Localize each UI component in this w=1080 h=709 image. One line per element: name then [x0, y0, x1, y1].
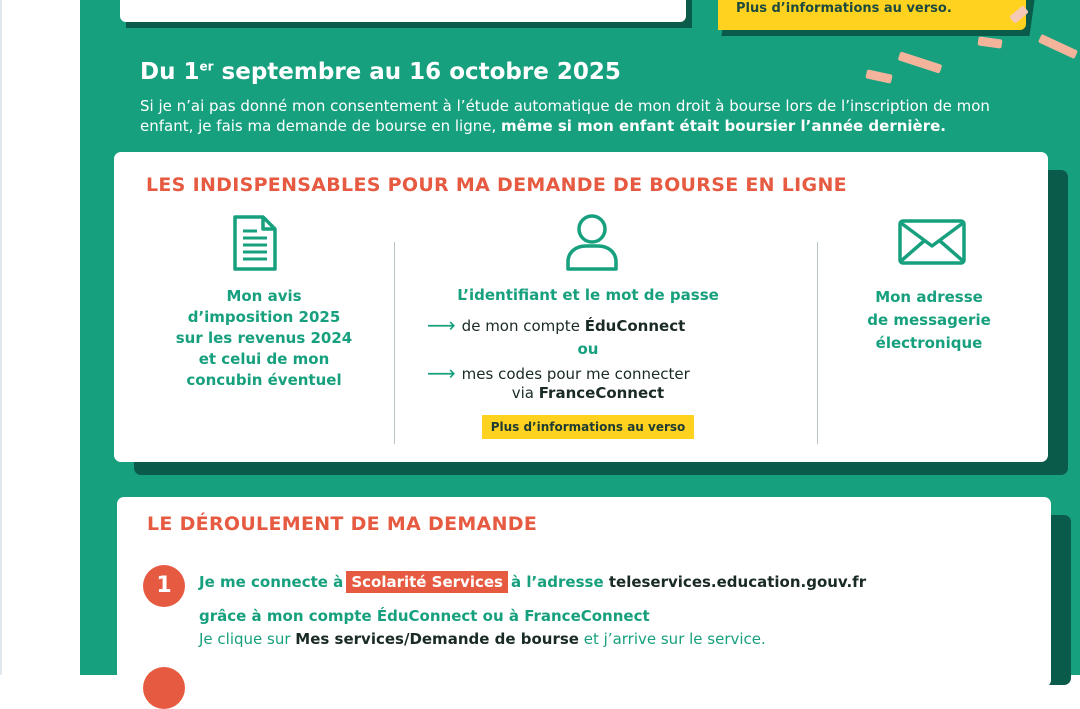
intro-text: Si je n’ai pas donné mon consentement à l’étude automatique de mon droit à bourse lors de l’inscription de mon enfant, je fais ma demande de bourse en ligne, même si mon enfant était boursier l’année dernière.: [140, 97, 990, 135]
document-icon: [232, 214, 278, 272]
more-info-badge: Plus d’informations au verso: [482, 415, 694, 439]
essentials-title: LES INDISPENSABLES POUR MA DEMANDE DE BOURSE EN LIGNE: [146, 174, 847, 196]
franceconnect-option: ⟶ mes codes pour me connecter: [427, 361, 690, 385]
envelope-icon: [897, 218, 967, 266]
url-text: teleservices.education.gouv.fr: [608, 573, 867, 591]
process-card: [117, 497, 1051, 687]
step-1-line-1: Je me connecte à Scolarité Services à l’adresse teleservices.education.gouv.fr: [199, 573, 867, 591]
step-number: 1: [143, 565, 185, 607]
email-text: Mon adresse de messagerie électronique: [867, 288, 991, 352]
arrow-right-icon: ⟶: [427, 313, 456, 337]
divider: [817, 242, 818, 444]
top-card: [120, 0, 686, 22]
info-tag-text: Plus d’informations au verso.: [736, 1, 952, 16]
essentials-card: [114, 152, 1048, 462]
credentials-heading: L’identifiant et le mot de passe: [457, 286, 719, 304]
step-1-line-2: grâce à mon compte ÉduConnect ou à FranceConnect: [199, 607, 650, 625]
user-icon: [564, 212, 620, 272]
franceconnect-via: via FranceConnect: [511, 384, 665, 402]
info-tag: [718, 0, 1026, 30]
step-number: [143, 667, 185, 709]
period-title: Du 1er septembre au 16 octobre 2025: [140, 59, 621, 85]
or-text: ou: [577, 340, 599, 358]
arrow-right-icon: ⟶: [427, 361, 456, 385]
scolarite-services-highlight: Scolarité Services: [346, 571, 508, 593]
step-1-line-3: Je clique sur Mes services/Demande de bourse et j’arrive sur le service.: [199, 630, 766, 648]
educonnect-option: ⟶ de mon compte ÉduConnect: [427, 313, 686, 337]
page-edge-line: [0, 0, 2, 675]
process-title: LE DÉROULEMENT DE MA DEMANDE: [147, 513, 538, 535]
tax-notice-text: Mon avis d’imposition 2025 sur les revenus 2024 et celui de mon concubin éventuel: [175, 287, 353, 389]
